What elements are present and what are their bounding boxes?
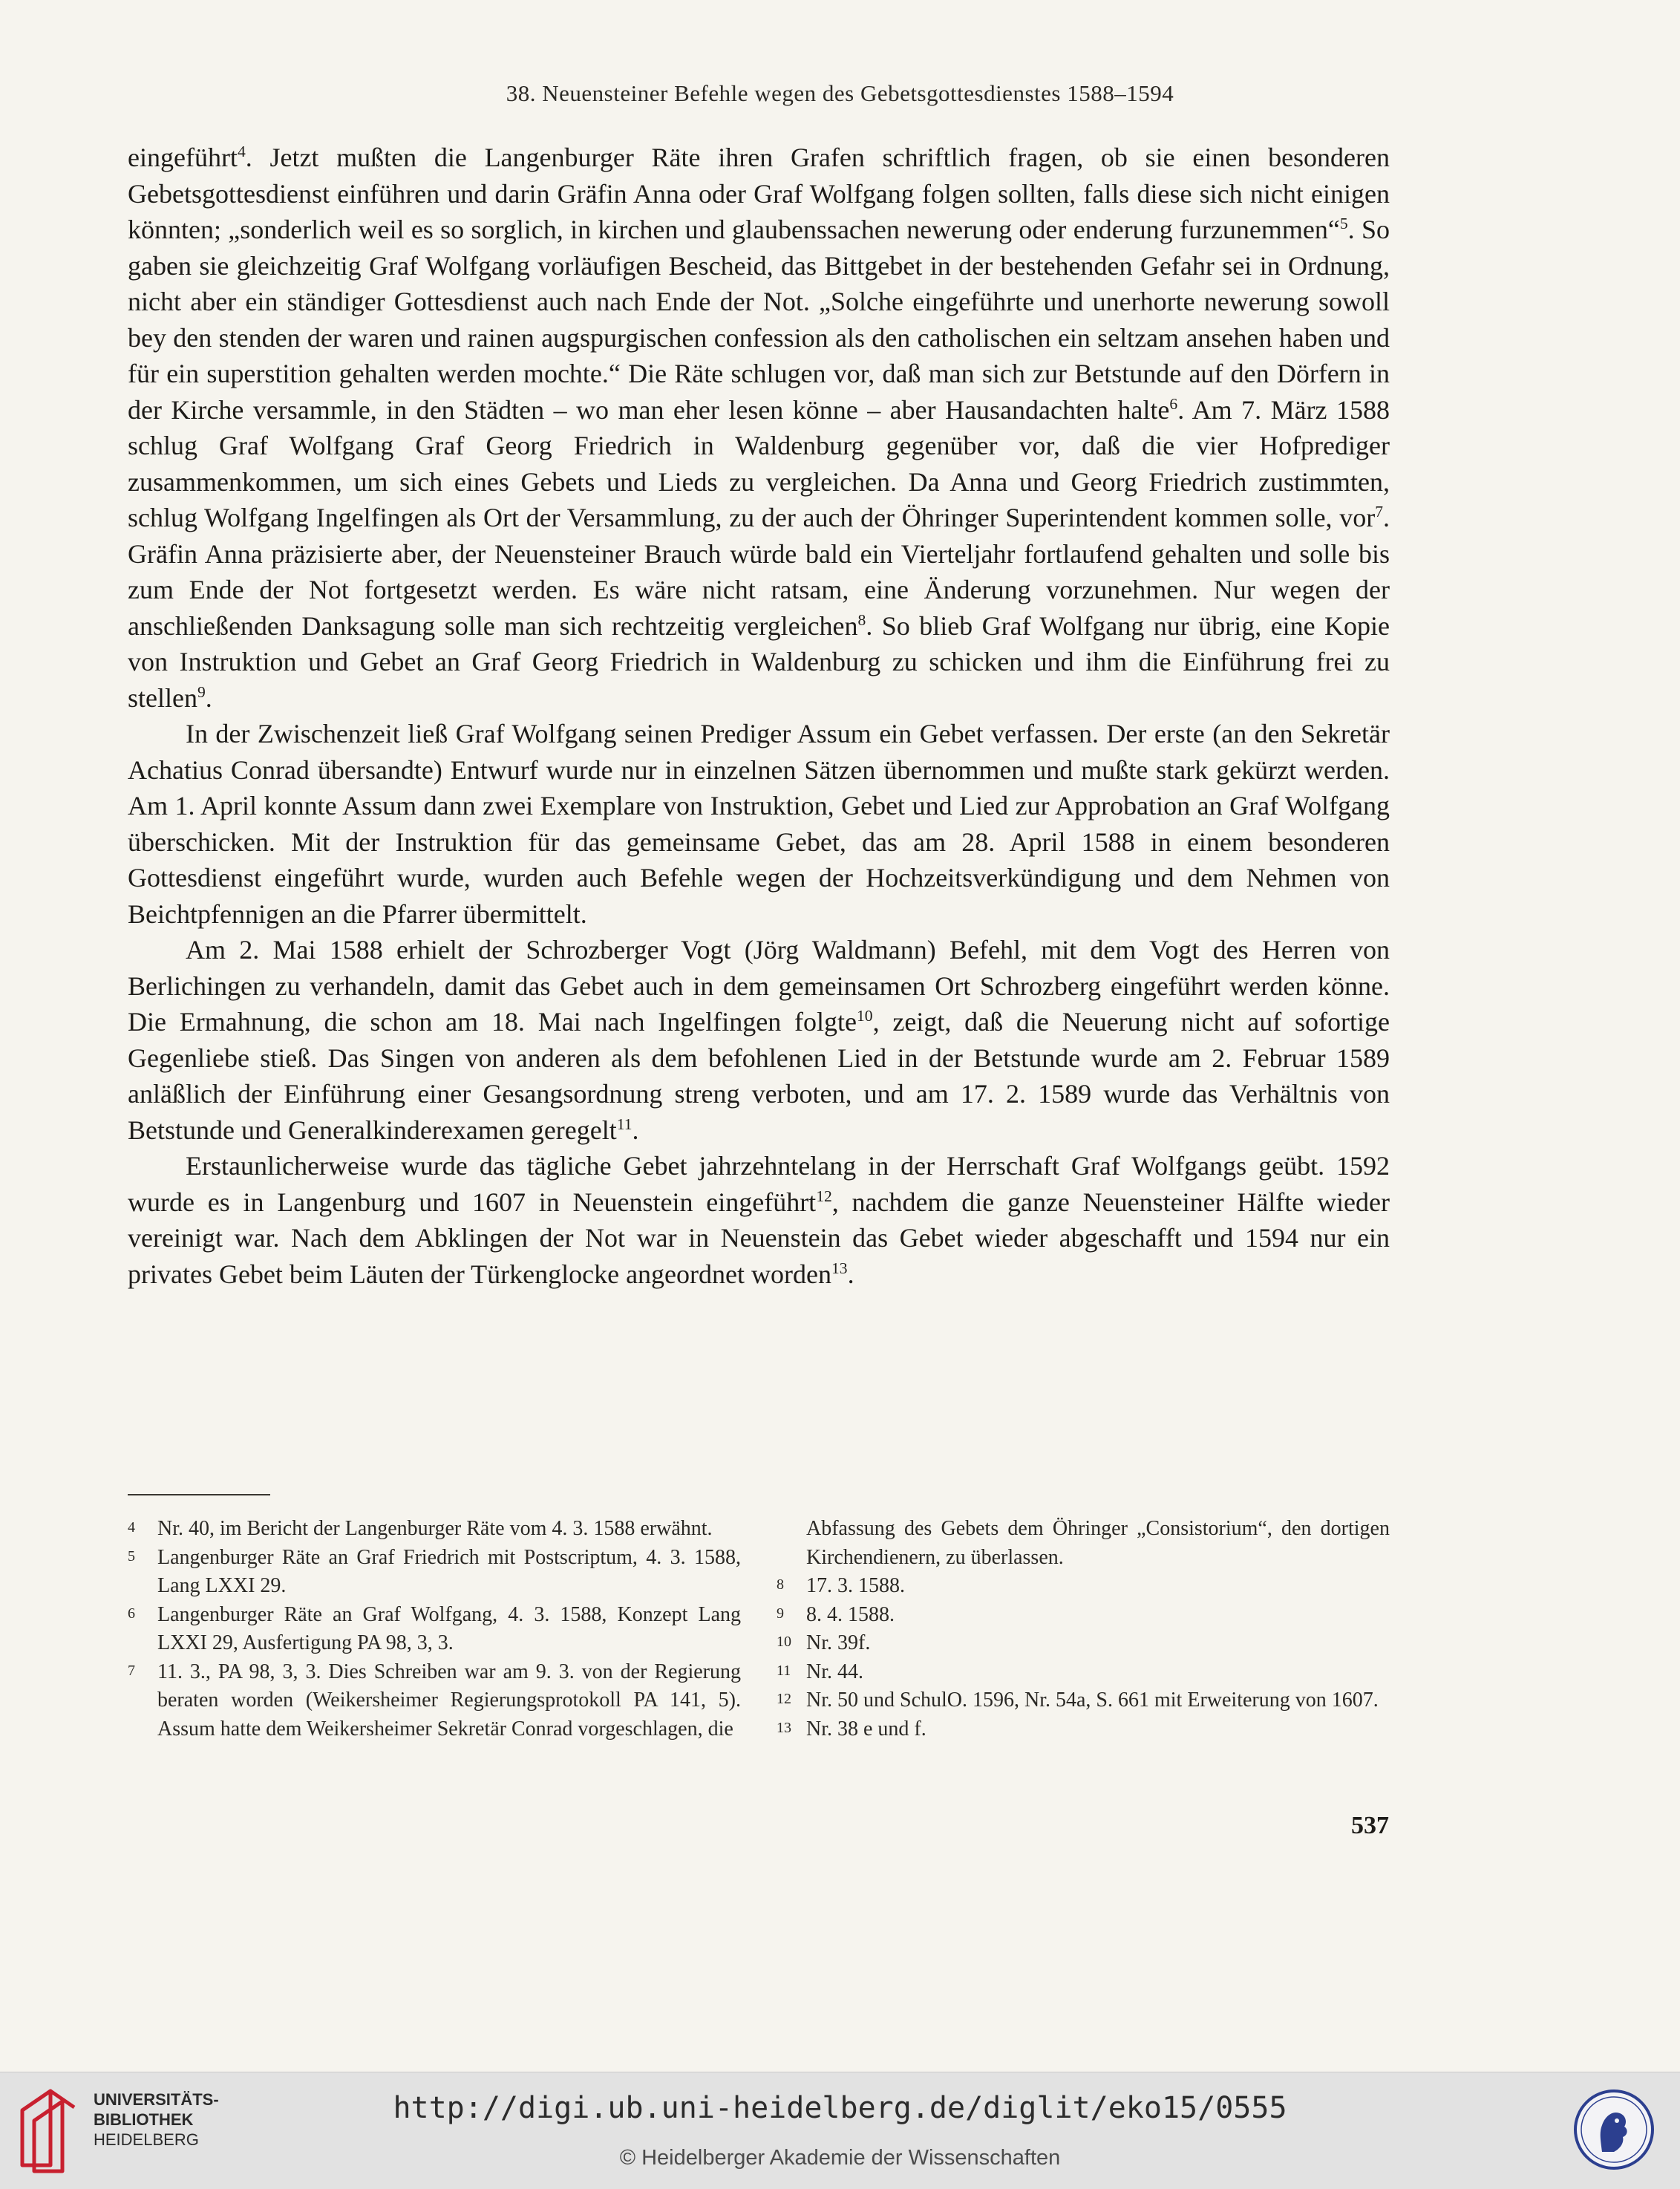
paragraph-text: . Gräfin Anna präzisierte aber, der Neuensteiner Brauch würde bald ein Vierteljahr fortlaufend gehalten und solle bis zum Ende der Not fortgesetzt werden. Es wäre nicht ratsam, eine Änderung vorzunehmen. Nur wegen der anschließenden Danksagung solle man sich rechtzeitig vergleichen: [128, 503, 1390, 641]
footnote: [777, 1572, 1390, 1601]
footnote-marker[interactable]: 5: [1339, 215, 1348, 232]
footnote: [777, 1715, 1390, 1744]
footnote: [128, 1515, 741, 1544]
paragraph-text: eingeführt: [128, 143, 238, 172]
paragraph-text: .: [847, 1259, 854, 1289]
footnote-marker[interactable]: 13: [831, 1259, 848, 1277]
page-number: 537: [1351, 1812, 1389, 1839]
footnote-number: 7: [128, 1662, 135, 1679]
academy-seal-icon: [1572, 2088, 1656, 2171]
paragraph-text: . So blieb Graf Wolfgang nur übrig, eine Kopie von Instruktion und Gebet an Graf Georg Friedrich in Waldenburg zu schicken und ihm die Einführung frei zu stellen: [128, 610, 1390, 713]
footnote-marker[interactable]: 7: [1375, 503, 1383, 521]
paragraph: [128, 1148, 1390, 1292]
footnote-marker[interactable]: 10: [856, 1007, 873, 1025]
footnote-number: 12: [777, 1691, 791, 1707]
paragraph: [128, 932, 1390, 1148]
paragraph-text: .: [205, 682, 212, 713]
footnote: [128, 1658, 741, 1744]
paragraph-text: . So gaben sie gleichzeitig Graf Wolfgang vorläufigen Bescheid, das Bittgebet in der bestehenden Gefahr sei in Ordnung, nicht aber ein ständiger Gottesdienst auch nach Ende der Not. „Solche eingeführte und unerhorte newerung sowoll bey den stenden der waren und rainen augspurgischen confession als den catholischen ein seltzam ansehen haben und für ein superstition gehalten werden mochte.“ Die Räte schlugen vor, daß man sich zur Betstunde auf den Dörfern in der Kirche versammle, in den Städten – wo man eher lesen könne – aber Hausandachten halte: [128, 215, 1390, 425]
footnote: [777, 1686, 1390, 1715]
footnote-text: 8. 4. 1588.: [806, 1602, 895, 1626]
footnote-text: Nr. 44.: [806, 1660, 863, 1683]
footnote-number: 6: [128, 1605, 135, 1622]
footnote-marker[interactable]: 12: [816, 1187, 832, 1205]
footnote-text: Nr. 39f.: [806, 1631, 871, 1654]
footnote-text: 17. 3. 1588.: [806, 1574, 905, 1597]
footnote: [777, 1601, 1390, 1630]
paragraph-text: .: [632, 1115, 639, 1145]
footnote-number: 9: [777, 1605, 784, 1622]
footnote-number: 11: [777, 1662, 791, 1679]
footnotes: [128, 1515, 1390, 1743]
library-name-line1: UNIVERSITÄTS-: [94, 2090, 219, 2109]
paragraph: [128, 716, 1390, 932]
footnote-text: Langenburger Räte an Graf Friedrich mit Postscriptum, 4. 3. 1588, Lang LXXI 29.: [157, 1545, 741, 1597]
footnote-marker[interactable]: 6: [1169, 394, 1178, 413]
footnote-marker[interactable]: 9: [197, 682, 206, 701]
paragraph-text: . Jetzt mußten die Langenburger Räte ihren Grafen schriftlich fragen, ob sie einen besonderen Gebetsgottesdienst einführen und darin Gräfin Anna oder Graf Wolfgang folgen sollten, falls diese sich nicht einigen könnten; „sonderlich weil es so sorglich, in kirchen und glaubenssachen newerung oder enderung furzunemmen“: [128, 143, 1390, 244]
footnote-rule: [128, 1494, 270, 1495]
footnote: [128, 1544, 741, 1601]
footnote-text: Nr. 38 e und f.: [806, 1717, 926, 1741]
library-name-line3: HEIDELBERG: [94, 2130, 199, 2149]
footnotes-left-column: [128, 1515, 741, 1743]
footnote-marker[interactable]: 11: [616, 1115, 633, 1133]
footnote-number: 13: [777, 1719, 791, 1736]
running-head: 38. Neuensteiner Befehle wegen des Gebetsgottesdienstes 1588–1594: [506, 80, 1174, 106]
body-text: [128, 140, 1390, 1292]
footnote-marker[interactable]: 4: [237, 143, 246, 160]
footnote: [128, 1601, 741, 1658]
footnote-text: Langenburger Räte an Graf Wolfgang, 4. 3. 1588, Konzept Lang LXXI 29, Ausfertigung PA 98, 3, 3.: [157, 1602, 741, 1654]
paragraph-text: Erstaunlicherweise wurde das tägliche Gebet jahrzehntelang in der Herrschaft Graf Wolfgangs geübt. 1592 wurde es in Langenburg und 1607 in Neuenstein eingeführt: [128, 1151, 1390, 1217]
copyright-notice: © Heidelberger Akademie der Wissenschaften: [619, 2146, 1061, 2170]
footnote: [777, 1658, 1390, 1687]
paragraph-text: , nachdem die ganze Neuensteiner Hälfte wieder vereinigt war. Nach dem Abklingen der Not war in Neuenstein das Gebet wieder abgeschafft und 1594 nur ein privates Gebet beim Läuten der Türkenglocke angeordnet worden: [128, 1187, 1390, 1289]
footnote-text: Nr. 50 und SchulO. 1596, Nr. 54a, S. 661 mit Erweiterung von 1607.: [806, 1689, 1379, 1712]
footnote-text: Nr. 40, im Bericht der Langenburger Räte vom 4. 3. 1588 erwähnt.: [157, 1517, 713, 1540]
footnote-number: 5: [128, 1547, 135, 1565]
paragraph-text: , zeigt, daß die Neuerung nicht auf sofortige Gegenliebe stieß. Das Singen von anderen als dem befohlenen Lied in der Betstunde wurde am 2. Februar 1589 anläßlich der Einführung einer Gesangsordnung streng verboten, und am 17. 2. 1589 wurde das Verhältnis von Betstunde und Generalkinderexamen geregelt: [128, 1007, 1390, 1145]
permalink-url[interactable]: http://digi.ub.uni-heidelberg.de/diglit/eko15/0555: [393, 2091, 1287, 2125]
viewer-footer: [0, 2072, 1680, 2189]
paragraph: [128, 140, 1390, 716]
paragraph-text: Am 2. Mai 1588 erhielt der Schrozberger Vogt (Jörg Waldmann) Befehl, mit dem Vogt des Herren von Berlichingen zu verhandeln, damit das Gebet auch in dem gemeinsamen Ort Schrozberg eingeführt werden könne. Die Ermahnung, die schon am 18. Mai nach Ingelfingen folgte: [128, 935, 1390, 1037]
footnote-number: 4: [128, 1519, 135, 1536]
footnote-number: 10: [777, 1634, 791, 1650]
footnote-number: 8: [777, 1576, 784, 1593]
paragraph-text: . Am 7. März 1588 schlug Graf Wolfgang Graf Georg Friedrich in Waldenburg gegenüber vor, daß die vier Hofprediger zusammenkommen, um sich eines Gebets und Lieds zu vergleichen. Da Anna und Georg Friedrich zustimmten, schlug Wolfgang Ingelfingen als Ort der Versammlung, zu der auch der Öhringer Superintendent kommen solle, vor: [128, 394, 1390, 532]
footnotes-right-column: [777, 1515, 1390, 1743]
paragraph-text: In der Zwischenzeit ließ Graf Wolfgang seinen Prediger Assum ein Gebet verfassen. Der erste (an den Sekretär Achatius Conrad übersandte) Entwurf wurde nur in einzelnen Sätzen übernommen und mußte stark gekürzt werden. Am 1. April konnte Assum dann zwei Exemplare von Instruktion, Gebet und Lied zur Approbation an Graf Wolfgang überschicken. Mit der Instruktion für das gemeinsame Gebet, das am 28. April 1588 in einem besonderen Gottesdienst eingeführt wurde, wurden auch Befehle wegen der Hochzeitsverkündigung und dem Nehmen von Beichtpfennigen an die Pfarrer übermittelt.: [128, 719, 1390, 929]
footnote-marker[interactable]: 8: [857, 610, 866, 629]
library-name-line2: BIBLIOTHEK: [94, 2110, 194, 2129]
footnote-text: 11. 3., PA 98, 3, 3. Dies Schreiben war am 9. 3. von der Regierung beraten worden (Weikersheimer Regierungsprotokoll PA 141, 5). Assum hatte dem Weikersheimer Sekretär Conrad vorgeschlagen, die: [157, 1660, 741, 1741]
footnote: [777, 1629, 1390, 1658]
footnote-continuation: Abfassung des Gebets dem Öhringer „Consistorium“, den dortigen Kirchendienern, zu überlassen.: [806, 1517, 1390, 1569]
